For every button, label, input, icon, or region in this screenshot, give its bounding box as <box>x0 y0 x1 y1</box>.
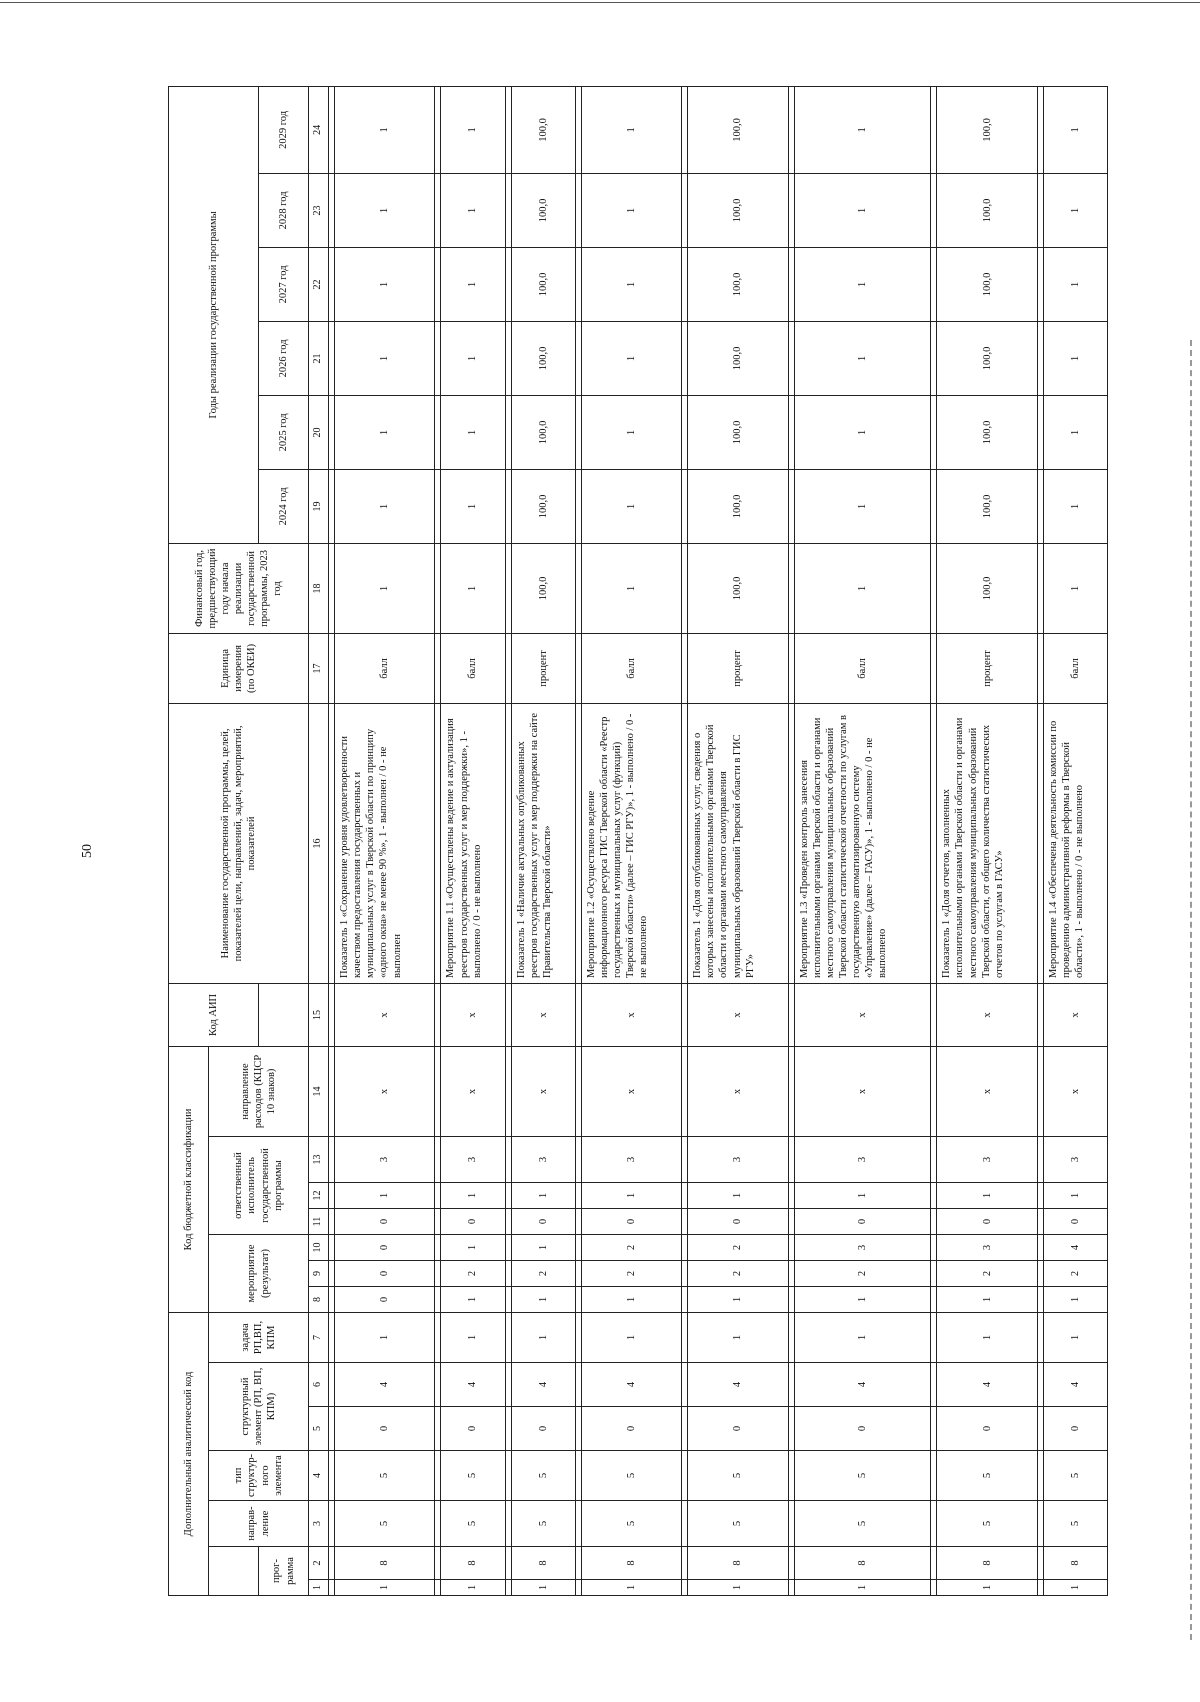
column-number-cell: 16 <box>309 703 329 983</box>
year-value-cell: 100,0 <box>937 321 1037 395</box>
year-value-cell: 1 <box>441 247 505 321</box>
column-number-cell: 17 <box>309 633 329 703</box>
year-value-cell: 1 <box>581 247 681 321</box>
year-value-cell: 100,0 <box>937 86 1037 173</box>
code-cell: 1 <box>937 1287 1037 1313</box>
code-cell: 1 <box>441 1287 505 1313</box>
year-value-cell: 1 <box>581 86 681 173</box>
column-number-cell: 24 <box>309 86 329 173</box>
code-cell: 5 <box>581 1451 681 1501</box>
indicator-name-cell: Показатель 1 «Доля отчетов, заполненных исполнительными органами Тверской области и органами местного самоуправления муниципальных образований Тверской области, от общего количества статистических отчетов по услугам в ГАСУ» <box>937 703 1037 983</box>
aip-cell: х <box>441 983 505 1046</box>
column-number-cell: 4 <box>309 1451 329 1501</box>
code-cell: 2 <box>511 1261 575 1287</box>
year-value-cell: 1 <box>335 173 435 247</box>
year-value-cell: 1 <box>581 395 681 469</box>
column-number-cell: 22 <box>309 247 329 321</box>
code-cell: 0 <box>688 1209 788 1235</box>
column-number-cell: 10 <box>309 1235 329 1261</box>
code-cell: 4 <box>1043 1363 1107 1407</box>
code-cell: 3 <box>1043 1137 1107 1183</box>
header-aip-blank <box>259 983 309 1046</box>
year-value-cell: 1 <box>335 395 435 469</box>
column-number-cell: 6 <box>309 1363 329 1407</box>
year-value-cell: 1 <box>441 469 505 543</box>
year-value-cell: 1 <box>794 469 931 543</box>
kcsr-cell: х <box>511 1046 575 1136</box>
unit-cell: балл <box>441 633 505 703</box>
year-value-cell: 100,0 <box>688 86 788 173</box>
code-cell: 1 <box>937 1183 1037 1209</box>
header-expense-direction: направление расходов (КЦСР 10 знаков) <box>209 1046 309 1136</box>
column-number-row <box>309 86 329 1595</box>
top-border-line <box>0 2 1200 3</box>
year-value-cell: 1 <box>335 86 435 173</box>
indicator-name-cell: Мероприятие 1.1 «Осуществлены ведение и актуализация реестров государственных услуг и мер поддержки», 1 - выполнено / 0 - не выполнено <box>441 703 505 983</box>
code-cell: 1 <box>1043 1313 1107 1363</box>
year-value-cell: 1 <box>1043 469 1107 543</box>
table-row <box>794 86 931 1595</box>
header-name: Наименование государственной программы, целей, показателей цели, направлений, задач, мероприятий, показателей <box>169 703 309 983</box>
unit-cell: балл <box>1043 633 1107 703</box>
code-cell: 5 <box>688 1501 788 1547</box>
header-aip-code: Код АИП <box>169 983 259 1046</box>
code-cell: 1 <box>794 1183 931 1209</box>
program-indicators-table <box>168 86 1108 1596</box>
rotated-table-container <box>168 108 1108 1596</box>
base-year-value-cell: 1 <box>1043 543 1107 633</box>
code-cell: 1 <box>511 1313 575 1363</box>
aip-cell: х <box>335 983 435 1046</box>
unit-cell: процент <box>511 633 575 703</box>
code-cell: 3 <box>581 1137 681 1183</box>
kcsr-cell: х <box>688 1046 788 1136</box>
code-cell: 3 <box>794 1235 931 1261</box>
column-number-cell: 12 <box>309 1183 329 1209</box>
base-year-value-cell: 1 <box>581 543 681 633</box>
code-cell: 2 <box>937 1261 1037 1287</box>
indicator-name-cell: Мероприятие 1.4 «Обеспечена деятельность комиссии по проведению административной реформы в Тверской области», 1 - выполнено / 0 - не выполнено <box>1043 703 1107 983</box>
column-number-cell: 13 <box>309 1137 329 1183</box>
code-cell: 3 <box>441 1137 505 1183</box>
base-year-value-cell: 1 <box>794 543 931 633</box>
code-cell: 1 <box>441 1580 505 1596</box>
column-number-cell: 8 <box>309 1287 329 1313</box>
code-cell: 4 <box>335 1363 435 1407</box>
unit-cell: балл <box>335 633 435 703</box>
code-cell: 0 <box>511 1209 575 1235</box>
unit-cell: балл <box>794 633 931 703</box>
code-cell: 1 <box>511 1287 575 1313</box>
code-cell: 2 <box>441 1261 505 1287</box>
year-value-cell: 100,0 <box>937 395 1037 469</box>
code-cell: 0 <box>1043 1209 1107 1235</box>
aip-cell: х <box>937 983 1037 1046</box>
unit-cell: процент <box>688 633 788 703</box>
kcsr-cell: х <box>1043 1046 1107 1136</box>
code-cell: 8 <box>1043 1547 1107 1580</box>
header-programma: прог-рамма <box>259 1547 309 1596</box>
year-value-cell: 100,0 <box>688 395 788 469</box>
header-meropriyatie: мероприятие (результат) <box>209 1235 309 1313</box>
year-value-cell: 100,0 <box>511 395 575 469</box>
code-cell: 2 <box>581 1235 681 1261</box>
code-cell: 0 <box>937 1209 1037 1235</box>
column-number-cell: 15 <box>309 983 329 1046</box>
year-value-cell: 100,0 <box>937 173 1037 247</box>
year-value-cell: 1 <box>335 247 435 321</box>
year-value-cell: 1 <box>794 321 931 395</box>
code-cell: 5 <box>581 1501 681 1547</box>
code-cell: 5 <box>511 1451 575 1501</box>
code-cell: 0 <box>794 1407 931 1451</box>
year-value-cell: 100,0 <box>511 86 575 173</box>
column-number-cell: 9 <box>309 1261 329 1287</box>
header-zadacha: задача РП,ВП, КПМ <box>209 1313 309 1363</box>
code-cell: 2 <box>688 1235 788 1261</box>
header-struct-element: структурный элемент (РП, ВП, КПМ) <box>209 1363 309 1451</box>
code-cell: 0 <box>335 1209 435 1235</box>
column-number-cell: 20 <box>309 395 329 469</box>
base-year-value-cell: 1 <box>441 543 505 633</box>
year-value-cell: 1 <box>441 86 505 173</box>
header-responsible: ответственный исполнитель государственной программы <box>209 1137 309 1235</box>
code-cell: 0 <box>581 1209 681 1235</box>
column-number-cell: 14 <box>309 1046 329 1136</box>
header-year-2025: 2025 год <box>259 395 309 469</box>
year-value-cell: 1 <box>794 173 931 247</box>
code-cell: 1 <box>688 1313 788 1363</box>
code-cell: 1 <box>581 1313 681 1363</box>
column-number-cell: 21 <box>309 321 329 395</box>
column-number-cell: 18 <box>309 543 329 633</box>
kcsr-cell: х <box>441 1046 505 1136</box>
header-napravlenie: направ-ление <box>209 1501 309 1547</box>
year-value-cell: 1 <box>794 247 931 321</box>
code-cell: 0 <box>1043 1407 1107 1451</box>
year-value-cell: 1 <box>581 469 681 543</box>
year-value-cell: 100,0 <box>937 247 1037 321</box>
code-cell: 0 <box>335 1407 435 1451</box>
column-number-cell: 7 <box>309 1313 329 1363</box>
indicator-name-cell: Показатель 1 «Наличие актуальных опубликованных реестров государственных услуг и мер поддержки на сайте Правительства Тверской области» <box>511 703 575 983</box>
code-cell: 1 <box>511 1235 575 1261</box>
header-unit: Единица измерения (по ОКЕИ) <box>169 633 309 703</box>
code-cell: 1 <box>688 1580 788 1596</box>
code-cell: 8 <box>937 1547 1037 1580</box>
code-cell: 0 <box>335 1235 435 1261</box>
column-number-cell: 19 <box>309 469 329 543</box>
year-value-cell: 100,0 <box>688 469 788 543</box>
code-cell: 8 <box>335 1547 435 1580</box>
year-value-cell: 1 <box>1043 395 1107 469</box>
code-cell: 8 <box>794 1547 931 1580</box>
code-cell: 0 <box>937 1407 1037 1451</box>
code-cell: 3 <box>335 1137 435 1183</box>
aip-cell: х <box>688 983 788 1046</box>
code-cell: 5 <box>688 1451 788 1501</box>
code-cell: 4 <box>441 1363 505 1407</box>
base-year-value-cell: 100,0 <box>688 543 788 633</box>
year-value-cell: 1 <box>441 395 505 469</box>
code-cell: 1 <box>937 1580 1037 1596</box>
header-year-2027: 2027 год <box>259 247 309 321</box>
kcsr-cell: х <box>335 1046 435 1136</box>
year-value-cell: 100,0 <box>688 247 788 321</box>
year-value-cell: 100,0 <box>511 321 575 395</box>
code-cell: 1 <box>581 1287 681 1313</box>
column-number-cell: 1 <box>309 1580 329 1596</box>
code-cell: 1 <box>335 1313 435 1363</box>
year-value-cell: 100,0 <box>511 173 575 247</box>
table-body <box>329 86 1108 1595</box>
year-value-cell: 1 <box>441 321 505 395</box>
header-analytic-code: Дополнительный аналитический код <box>169 1313 209 1596</box>
year-value-cell: 1 <box>581 173 681 247</box>
table-row <box>511 86 575 1595</box>
code-cell: 1 <box>794 1287 931 1313</box>
year-value-cell: 100,0 <box>937 469 1037 543</box>
code-cell: 1 <box>581 1183 681 1209</box>
indicator-name-cell: Показатель 1 «Доля опубликованных услуг, сведения о которых занесены исполнительными органами Тверской области и органами местного самоуправления муниципальных образований Тверской области в ГИС РГУ» <box>688 703 788 983</box>
code-cell: 1 <box>511 1580 575 1596</box>
code-cell: 0 <box>335 1261 435 1287</box>
table-row <box>688 86 788 1595</box>
year-value-cell: 1 <box>441 173 505 247</box>
column-number-cell: 11 <box>309 1209 329 1235</box>
code-cell: 1 <box>1043 1580 1107 1596</box>
aip-cell: х <box>1043 983 1107 1046</box>
code-cell: 1 <box>688 1183 788 1209</box>
code-cell: 8 <box>441 1547 505 1580</box>
code-cell: 3 <box>794 1137 931 1183</box>
aip-cell: х <box>581 983 681 1046</box>
year-value-cell: 1 <box>1043 86 1107 173</box>
code-cell: 2 <box>581 1261 681 1287</box>
code-cell: 0 <box>441 1209 505 1235</box>
code-cell: 1 <box>441 1313 505 1363</box>
aip-cell: х <box>794 983 931 1046</box>
indicator-name-cell: Мероприятие 1.3 «Проведен контроль занесения исполнительными органами Тверской области и органами местного самоуправления муниципальных образований Тверской области статистической отчетности по услугам в государственную автоматизированную систему «Управление» (далее – ГАСУ)», 1 - выполнено / 0 - не выполнено <box>794 703 931 983</box>
code-cell: 8 <box>511 1547 575 1580</box>
code-cell: 5 <box>937 1451 1037 1501</box>
year-value-cell: 1 <box>581 321 681 395</box>
code-cell: 2 <box>794 1261 931 1287</box>
year-value-cell: 1 <box>335 469 435 543</box>
code-cell: 1 <box>688 1287 788 1313</box>
code-cell: 5 <box>335 1451 435 1501</box>
year-value-cell: 1 <box>794 395 931 469</box>
year-value-cell: 100,0 <box>688 321 788 395</box>
code-cell: 0 <box>511 1407 575 1451</box>
code-cell: 1 <box>441 1235 505 1261</box>
kcsr-cell: х <box>937 1046 1037 1136</box>
code-cell: 0 <box>335 1287 435 1313</box>
code-cell: 1 <box>335 1580 435 1596</box>
year-value-cell: 1 <box>1043 247 1107 321</box>
page-number: 50 <box>80 844 95 858</box>
code-cell: 5 <box>794 1451 931 1501</box>
base-year-value-cell: 100,0 <box>511 543 575 633</box>
year-value-cell: 100,0 <box>688 173 788 247</box>
code-cell: 8 <box>581 1547 681 1580</box>
code-cell: 5 <box>441 1451 505 1501</box>
kcsr-cell: х <box>581 1046 681 1136</box>
code-cell: 2 <box>688 1261 788 1287</box>
table-row <box>335 86 435 1595</box>
code-cell: 4 <box>1043 1235 1107 1261</box>
code-cell: 0 <box>441 1407 505 1451</box>
header-empty <box>209 1547 259 1596</box>
code-cell: 5 <box>441 1501 505 1547</box>
code-cell: 5 <box>511 1501 575 1547</box>
code-cell: 4 <box>794 1363 931 1407</box>
code-cell: 1 <box>441 1183 505 1209</box>
code-cell: 0 <box>581 1407 681 1451</box>
code-cell: 3 <box>937 1235 1037 1261</box>
code-cell: 2 <box>1043 1261 1107 1287</box>
table-row <box>1043 86 1107 1595</box>
code-cell: 1 <box>794 1313 931 1363</box>
code-cell: 1 <box>937 1313 1037 1363</box>
year-value-cell: 100,0 <box>511 247 575 321</box>
header-base-year: Финансовый год, предшествующий году начала реализации государственной программы, 2023 год <box>169 543 309 633</box>
code-cell: 5 <box>335 1501 435 1547</box>
code-cell: 1 <box>1043 1183 1107 1209</box>
code-cell: 1 <box>511 1183 575 1209</box>
table-row <box>937 86 1037 1595</box>
year-value-cell: 1 <box>794 86 931 173</box>
header-years-group: Годы реализации государственной программы <box>169 86 259 543</box>
column-number-cell: 23 <box>309 173 329 247</box>
header-year-2026: 2026 год <box>259 321 309 395</box>
unit-cell: процент <box>937 633 1037 703</box>
code-cell: 3 <box>511 1137 575 1183</box>
aip-cell: х <box>511 983 575 1046</box>
scan-edge-marks <box>1188 340 1192 1640</box>
header-year-2029: 2029 год <box>259 86 309 173</box>
code-cell: 1 <box>794 1580 931 1596</box>
code-cell: 4 <box>688 1363 788 1407</box>
code-cell: 3 <box>688 1137 788 1183</box>
code-cell: 5 <box>1043 1451 1107 1501</box>
code-cell: 4 <box>581 1363 681 1407</box>
kcsr-cell: х <box>794 1046 931 1136</box>
header-year-2028: 2028 год <box>259 173 309 247</box>
code-cell: 8 <box>688 1547 788 1580</box>
year-value-cell: 100,0 <box>511 469 575 543</box>
code-cell: 4 <box>937 1363 1037 1407</box>
indicator-name-cell: Мероприятие 1.2 «Осуществлено ведение информационного ресурса ГИС Тверской области «Реестр государственных и муниципальных услуг (функций) Тверской области» (далее – ГИС РГУ)», 1 - выполнено / 0 - не выполнено <box>581 703 681 983</box>
year-value-cell: 1 <box>1043 321 1107 395</box>
indicator-name-cell: Показатель 1 «Сохранение уровня удовлетворенности качеством предоставления государственных и муниципальных услуг в Тверской области по принципу «одного окна» не менее 90 %», 1 - выполнен / 0 - не выполнен <box>335 703 435 983</box>
code-cell: 5 <box>937 1501 1037 1547</box>
code-cell: 1 <box>581 1580 681 1596</box>
code-cell: 5 <box>1043 1501 1107 1547</box>
year-value-cell: 1 <box>335 321 435 395</box>
code-cell: 5 <box>794 1501 931 1547</box>
table-row <box>441 86 505 1595</box>
code-cell: 1 <box>335 1183 435 1209</box>
base-year-value-cell: 1 <box>335 543 435 633</box>
code-cell: 4 <box>511 1363 575 1407</box>
header-tip-elementa: тип структур-ного элемента <box>209 1451 309 1501</box>
code-cell: 3 <box>937 1137 1037 1183</box>
column-number-cell: 2 <box>309 1547 329 1580</box>
column-number-cell: 5 <box>309 1407 329 1451</box>
year-value-cell: 1 <box>1043 173 1107 247</box>
header-year-2024: 2024 год <box>259 469 309 543</box>
unit-cell: балл <box>581 633 681 703</box>
code-cell: 0 <box>794 1209 931 1235</box>
code-cell: 0 <box>688 1407 788 1451</box>
code-cell: 1 <box>1043 1287 1107 1313</box>
header-budget-code: Код бюджетной классификации <box>169 1046 209 1312</box>
column-number-cell: 3 <box>309 1501 329 1547</box>
base-year-value-cell: 100,0 <box>937 543 1037 633</box>
table-row <box>581 86 681 1595</box>
